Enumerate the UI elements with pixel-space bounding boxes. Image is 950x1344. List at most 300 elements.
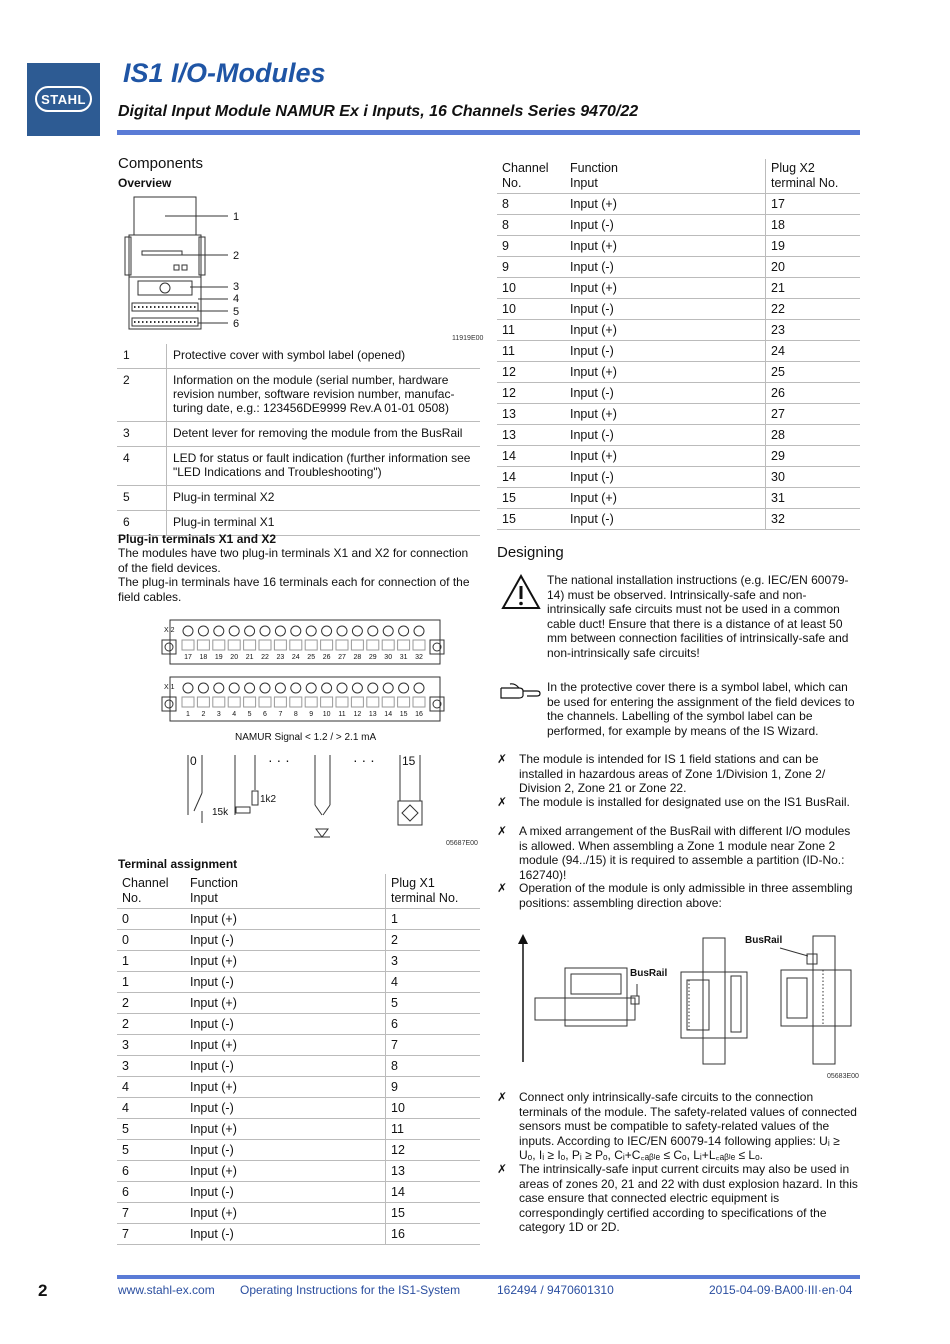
component-description: Information on the module (serial number, hardware revision number, software revision number, manufac-turing date, e.g.: 123456DE9999 Rev.A 01-01 0508) <box>167 369 481 422</box>
terminal-slot <box>398 697 410 707</box>
terminal-number: 21 <box>245 654 254 661</box>
table-cell: 19 <box>766 236 861 257</box>
table-cell: 13 <box>497 404 565 425</box>
table-cell: Input (+) <box>185 1161 386 1182</box>
bullet-item <box>497 824 859 882</box>
table-cell: 20 <box>766 257 861 278</box>
ellipsis: · · · <box>353 752 375 768</box>
figure-code: 05683E00 <box>827 1073 859 1080</box>
table-cell: Input (+) <box>185 909 386 930</box>
table-row <box>117 1098 480 1119</box>
component-number: 5 <box>117 486 167 511</box>
column-header: Function Input <box>565 159 766 194</box>
resistor <box>252 791 258 805</box>
header-rule <box>117 130 860 135</box>
terminal-slot <box>274 697 286 707</box>
terminal-number: 12 <box>353 711 362 718</box>
terminal-hole <box>275 626 285 636</box>
terminal-number: 14 <box>384 711 393 718</box>
page-number: 2 <box>38 1281 48 1300</box>
bullet-item <box>497 752 859 795</box>
bullet-item <box>497 795 859 811</box>
transistor <box>323 805 330 815</box>
terminal-hole <box>352 626 362 636</box>
bullet-marker: ✗ <box>497 795 508 809</box>
table-cell: Input (+) <box>565 446 766 467</box>
terminal-number: 1 <box>186 711 190 718</box>
table-cell: 15 <box>386 1203 481 1224</box>
terminal-strip-label: X 1 <box>164 684 175 691</box>
switch <box>194 793 202 811</box>
terminal-number: 27 <box>338 654 346 661</box>
component-row <box>117 344 480 369</box>
terminal-slot <box>244 697 256 707</box>
table-cell: 0 <box>117 909 185 930</box>
table-row <box>117 951 480 972</box>
terminal-number: 15 <box>399 711 408 718</box>
table-cell: 9 <box>386 1077 481 1098</box>
table-row <box>497 194 860 215</box>
table-cell: 6 <box>117 1161 185 1182</box>
terminal-number: 11 <box>338 711 346 718</box>
table-cell: 12 <box>497 362 565 383</box>
terminal-slot <box>351 697 363 707</box>
terminal-hole <box>399 626 409 636</box>
table-cell: Input (+) <box>185 1035 386 1056</box>
transistor <box>315 805 322 815</box>
table-cell: 17 <box>766 194 861 215</box>
website-link[interactable]: www.stahl-ex.com <box>118 1283 215 1297</box>
table-cell: 14 <box>497 446 565 467</box>
plugin-text-1: The modules have two plug-in terminals X1 and X2 for connection of the field devices. <box>118 546 469 575</box>
terminal-hole <box>352 683 362 693</box>
table-row <box>497 488 860 509</box>
table-row <box>117 1140 480 1161</box>
table-row <box>497 236 860 257</box>
terminal-hole <box>399 683 409 693</box>
terminal-slot <box>290 697 302 707</box>
terminal-slot <box>336 697 348 707</box>
terminal-hole <box>245 626 255 636</box>
bullet-text: The module is intended for IS 1 field stations and can be installed in hazardous areas of Zone 1/Division 1, Zone 2/ Division 2, Zone 21 or Zone 22. <box>519 752 826 795</box>
terminal-screw <box>430 697 444 711</box>
terminal-number: 18 <box>199 654 208 661</box>
table-cell: Input (+) <box>185 951 386 972</box>
table-cell: Input (-) <box>565 509 766 530</box>
table-row <box>117 909 480 930</box>
table-cell: 1 <box>117 951 185 972</box>
column-header: Function Input <box>185 874 386 909</box>
plugin-text-2: The plug-in terminals have 16 terminals each for connection of the field cables. <box>118 575 470 604</box>
module-overview-figure <box>120 195 270 340</box>
note-text: In the protective cover there is a symbol label, which can be used for entering the assignment of the field devices to the channels. Labelling of the symbol label can be performed, for example by means of the IS Wizard. <box>547 680 855 738</box>
terminal-number: 9 <box>309 711 314 718</box>
terminal-number: 13 <box>368 711 377 718</box>
table-cell: 2 <box>117 1014 185 1035</box>
table-cell: 10 <box>497 278 565 299</box>
terminal-number: 32 <box>415 654 423 661</box>
terminal-number: 4 <box>232 711 237 718</box>
terminal-number: 28 <box>353 654 362 661</box>
terminal-hole <box>183 626 193 636</box>
table-cell: Input (-) <box>565 383 766 404</box>
table-cell: 0 <box>117 930 185 951</box>
table-cell: 7 <box>117 1224 185 1245</box>
table-row <box>117 1014 480 1035</box>
table-cell: 8 <box>386 1056 481 1077</box>
table-cell: 25 <box>766 362 861 383</box>
table-cell: 22 <box>766 299 861 320</box>
table-cell: 28 <box>766 425 861 446</box>
terminal-hole <box>383 683 393 693</box>
table-row <box>497 257 860 278</box>
terminal-slot <box>259 640 271 650</box>
component-row <box>117 422 480 447</box>
footer-doc-title: Operating Instructions for the IS1-System <box>240 1283 461 1297</box>
terminal-slot <box>336 640 348 650</box>
terminal-hole <box>275 683 285 693</box>
table-cell: 6 <box>386 1014 481 1035</box>
component-description: Plug-in terminal X2 <box>167 486 481 511</box>
bullet-item <box>497 1090 859 1162</box>
overview-callout: 1 <box>233 211 240 223</box>
terminal-slot <box>305 697 317 707</box>
component-row <box>117 447 480 486</box>
terminal-hole <box>245 683 255 693</box>
overview-callout: 6 <box>233 318 240 330</box>
terminal-screw <box>162 640 176 654</box>
table-cell: 11 <box>386 1119 481 1140</box>
overview-label: Overview <box>118 176 172 190</box>
table-cell: 10 <box>386 1098 481 1119</box>
terminal-number: 23 <box>276 654 285 661</box>
terminal-hole <box>368 683 378 693</box>
table-row <box>117 1056 480 1077</box>
terminal-hole <box>337 626 347 636</box>
table-cell: 30 <box>766 467 861 488</box>
table-row <box>497 341 860 362</box>
terminal-number: 24 <box>291 654 300 661</box>
table-row <box>117 1161 480 1182</box>
component-number: 3 <box>117 422 167 447</box>
terminal-slot <box>321 697 333 707</box>
table-row <box>117 1224 480 1245</box>
bullet-marker: ✗ <box>497 752 508 766</box>
terminal-slot <box>182 697 194 707</box>
terminal-slot <box>413 697 425 707</box>
terminal-hole <box>322 626 332 636</box>
component-description: Plug-in terminal X1 <box>167 511 481 536</box>
logo-text: STAHL <box>35 86 92 112</box>
bullet-marker: ✗ <box>497 1162 508 1176</box>
table-row <box>497 383 860 404</box>
terminal-slot <box>197 697 209 707</box>
table-cell: 13 <box>386 1161 481 1182</box>
component-row <box>117 369 480 422</box>
table-cell: 32 <box>766 509 861 530</box>
table-cell: Input (-) <box>185 930 386 951</box>
table-row <box>117 1119 480 1140</box>
component-number: 1 <box>117 344 167 369</box>
channel-start-label: 0 <box>190 754 197 768</box>
table-cell: 27 <box>766 404 861 425</box>
components-heading: Components <box>118 155 204 172</box>
table-cell: Input (-) <box>185 1140 386 1161</box>
bullet-item <box>497 881 859 910</box>
table-cell: Input (+) <box>565 362 766 383</box>
table-cell: Input (+) <box>185 1077 386 1098</box>
overview-callout: 2 <box>233 250 240 262</box>
table-cell: Input (+) <box>185 993 386 1014</box>
terminal-slot <box>398 640 410 650</box>
table-cell: 23 <box>766 320 861 341</box>
component-description: Protective cover with symbol label (opened) <box>167 344 481 369</box>
terminal-number: 29 <box>368 654 377 661</box>
terminal-slot <box>259 697 271 707</box>
table-row <box>117 1035 480 1056</box>
table-cell: Input (-) <box>185 1098 386 1119</box>
table-cell: 21 <box>766 278 861 299</box>
terminal-slot <box>213 697 225 707</box>
table-row <box>497 446 860 467</box>
terminal-hole <box>198 626 208 636</box>
table-cell: 15 <box>497 509 565 530</box>
table-cell: Input (-) <box>185 1056 386 1077</box>
terminal-slot <box>228 697 240 707</box>
table-cell: Input (-) <box>185 1014 386 1035</box>
table-cell: Input (-) <box>565 257 766 278</box>
table-cell: 29 <box>766 446 861 467</box>
bullet-marker: ✗ <box>497 1090 508 1104</box>
terminal-screw-head <box>165 700 173 708</box>
terminal-slot <box>367 697 379 707</box>
table-cell: 4 <box>117 1098 185 1119</box>
terminal-screw <box>430 640 444 654</box>
terminal-slot <box>305 640 317 650</box>
figure-code: 05687E00 <box>446 840 478 847</box>
component-number: 2 <box>117 369 167 422</box>
terminal-number: 7 <box>278 711 283 718</box>
terminal-number: 2 <box>201 711 206 718</box>
terminal-number: 17 <box>184 654 192 661</box>
terminal-screw-head <box>165 643 173 651</box>
terminal-slot <box>382 697 394 707</box>
terminal-hole <box>229 683 239 693</box>
diode <box>316 829 328 837</box>
table-cell: Input (-) <box>185 1182 386 1203</box>
table-cell: 12 <box>386 1140 481 1161</box>
resistor-label: 15k <box>212 807 229 818</box>
table-row <box>497 467 860 488</box>
table-cell: Input (+) <box>565 320 766 341</box>
table-cell: 2 <box>386 930 481 951</box>
column-header: Plug X1 terminal No. <box>386 874 481 909</box>
table-row <box>117 972 480 993</box>
table-cell: 3 <box>386 951 481 972</box>
bullet-text: A mixed arrangement of the BusRail with different I/O modules is allowed. When assembling a Zone 1 module near Zone 2 module (94../15) it is required to assemble a partition (ID-No.: 162740)! <box>519 824 851 882</box>
page-title: IS1 I/O-Modules <box>123 58 326 88</box>
page-subtitle: Digital Input Module NAMUR Ex i Inputs, 16 Channels Series 9470/22 <box>118 103 639 120</box>
terminal-number: 25 <box>307 654 316 661</box>
ellipsis: · · · <box>268 752 290 768</box>
table-cell: Input (+) <box>565 488 766 509</box>
table-cell: Input (+) <box>565 194 766 215</box>
table-cell: 14 <box>386 1182 481 1203</box>
busrail-label: BusRail <box>745 935 783 946</box>
namur-signal-label: NAMUR Signal < 1.2 / > 2.1 mA <box>235 732 377 743</box>
table-cell: 5 <box>386 993 481 1014</box>
bullet-marker: ✗ <box>497 824 508 838</box>
table-cell: 13 <box>497 425 565 446</box>
table-cell: 14 <box>497 467 565 488</box>
table-cell: Input (-) <box>565 425 766 446</box>
terminal-number: 8 <box>293 711 298 718</box>
terminal-hole <box>414 683 424 693</box>
table-row <box>497 362 860 383</box>
terminal-slot <box>213 640 225 650</box>
terminal-slot <box>197 640 209 650</box>
terminal-slot <box>413 640 425 650</box>
footer-revision: 2015-04-09·BA00·III·en·04 <box>709 1283 853 1297</box>
footer-rule <box>117 1275 860 1279</box>
terminal-slot <box>290 640 302 650</box>
table-cell: 31 <box>766 488 861 509</box>
terminal-table-x1 <box>117 874 480 1245</box>
table-cell: 18 <box>766 215 861 236</box>
table-cell: 4 <box>117 1077 185 1098</box>
terminal-hole <box>260 626 270 636</box>
table-cell: 8 <box>497 215 565 236</box>
overview-callout: 4 <box>233 293 240 305</box>
table-cell: Input (-) <box>565 467 766 488</box>
overview-callout: 3 <box>233 281 240 293</box>
table-row <box>117 993 480 1014</box>
table-cell: 8 <box>497 194 565 215</box>
terminal-number: 16 <box>415 711 423 718</box>
terminal-number: 10 <box>322 711 331 718</box>
terminal-number: 5 <box>247 711 252 718</box>
table-cell: 11 <box>497 320 565 341</box>
table-cell: 2 <box>117 993 185 1014</box>
table-cell: Input (+) <box>185 1119 386 1140</box>
terminal-number: 6 <box>263 711 267 718</box>
terminal-hole <box>368 626 378 636</box>
terminal-hole <box>291 683 301 693</box>
table-row <box>497 215 860 236</box>
component-row <box>117 486 480 511</box>
terminal-hole <box>322 683 332 693</box>
table-cell: Input (+) <box>565 278 766 299</box>
components-table <box>117 344 480 536</box>
table-cell: 11 <box>497 341 565 362</box>
table-row <box>497 299 860 320</box>
table-cell: 3 <box>117 1056 185 1077</box>
plugin-heading: Plug-in terminals X1 and X2 <box>118 532 277 546</box>
terminal-slot <box>228 640 240 650</box>
table-cell: 10 <box>497 299 565 320</box>
terminal-slot <box>244 640 256 650</box>
table-cell: 7 <box>117 1203 185 1224</box>
table-row <box>117 1203 480 1224</box>
table-cell: Input (-) <box>185 1224 386 1245</box>
bullet-text: Connect only intrinsically-safe circuits to the connection terminals of the module. The safety-related values of connected sensors must be compatible to safety-related values of the inputs. According to IEC/EN 60079-14 following applies: Uᵢ ≥ Uₒ, Iᵢ ≥ Iₒ, Pᵢ ≥ Pₒ, Cᵢ+C꜀ₐᵦₗₑ ≤ Cₒ, Lᵢ+L꜀ₐᵦₗₑ ≤ Lₒ. <box>519 1090 857 1162</box>
component-number: 6 <box>117 511 167 536</box>
bullet-text: Operation of the module is only admissible in three assembling positions: assembling direction above: <box>519 881 853 910</box>
terminal-number: 19 <box>214 654 223 661</box>
figure-code: 11919E00 <box>452 335 484 342</box>
table-cell: 1 <box>386 909 481 930</box>
terminal-number: 20 <box>230 654 239 661</box>
column-header: Channel No. <box>117 874 185 909</box>
table-row <box>497 404 860 425</box>
table-cell: 1 <box>117 972 185 993</box>
table-cell: 9 <box>497 257 565 278</box>
table-cell: 4 <box>386 972 481 993</box>
pointing-hand-icon <box>499 680 543 702</box>
table-row <box>117 1182 480 1203</box>
terminal-number: 31 <box>399 654 408 661</box>
table-cell: Input (-) <box>185 972 386 993</box>
table-row <box>497 320 860 341</box>
table-cell: 6 <box>117 1182 185 1203</box>
terminal-hole <box>260 683 270 693</box>
bullet-text: The module is installed for designated use on the IS1 BusRail. <box>519 795 850 809</box>
terminal-slot <box>321 640 333 650</box>
bullet-item <box>497 1162 859 1234</box>
overview-callout: 5 <box>233 306 240 318</box>
warning-text: The national installation instructions (e.g. IEC/EN 60079-14) must be observed. Intrinsically-safe and non-intrinsically safe circuits must not be used in a common cable duct! Ensure that there is a distance of at least 50 mm between connection facilities of intrinsically-safe and non-intrinsically safe circuits! <box>547 573 849 660</box>
table-row <box>497 509 860 530</box>
terminal-hole <box>414 626 424 636</box>
column-header: Plug X2 terminal No. <box>766 159 861 194</box>
table-row <box>497 278 860 299</box>
terminal-strip-label: X 2 <box>164 627 175 634</box>
stahl-logo <box>27 63 100 136</box>
table-cell: Input (-) <box>565 341 766 362</box>
bullet-text: The intrinsically-safe input current circuits may also be used in areas of zones 20, 21 and 22 with dust explosion hazard. In this case ensure that connected electric equipment is correspondingly certified according to specifications of the category 1D or 2D. <box>519 1162 858 1234</box>
table-cell: Input (+) <box>185 1203 386 1224</box>
designing-heading: Designing <box>497 544 564 561</box>
terminal-hole <box>306 626 316 636</box>
terminal-screw <box>162 697 176 711</box>
sensor-symbol <box>402 805 418 821</box>
terminal-slot <box>382 640 394 650</box>
busrail-label: BusRail <box>630 968 668 979</box>
terminal-number: 26 <box>322 654 331 661</box>
terminal-table-x2 <box>497 159 860 530</box>
table-row <box>117 1077 480 1098</box>
terminal-hole <box>229 626 239 636</box>
table-cell: 26 <box>766 383 861 404</box>
assembly-positions-figure <box>505 930 860 1070</box>
terminal-assignment-heading: Terminal assignment <box>118 857 238 871</box>
footer-doc-number: 162494 / 9470601310 <box>497 1283 614 1297</box>
terminal-hole <box>198 683 208 693</box>
terminal-hole <box>214 626 224 636</box>
table-cell: Input (-) <box>565 299 766 320</box>
bullet-marker: ✗ <box>497 881 508 895</box>
table-row <box>497 425 860 446</box>
terminal-slot <box>351 640 363 650</box>
terminal-hole <box>337 683 347 693</box>
terminal-number: 22 <box>261 654 269 661</box>
terminal-slot <box>367 640 379 650</box>
terminal-hole <box>214 683 224 693</box>
table-cell: 16 <box>386 1224 481 1245</box>
terminal-number: 3 <box>216 711 221 718</box>
component-number: 4 <box>117 447 167 486</box>
terminal-slot <box>182 640 194 650</box>
